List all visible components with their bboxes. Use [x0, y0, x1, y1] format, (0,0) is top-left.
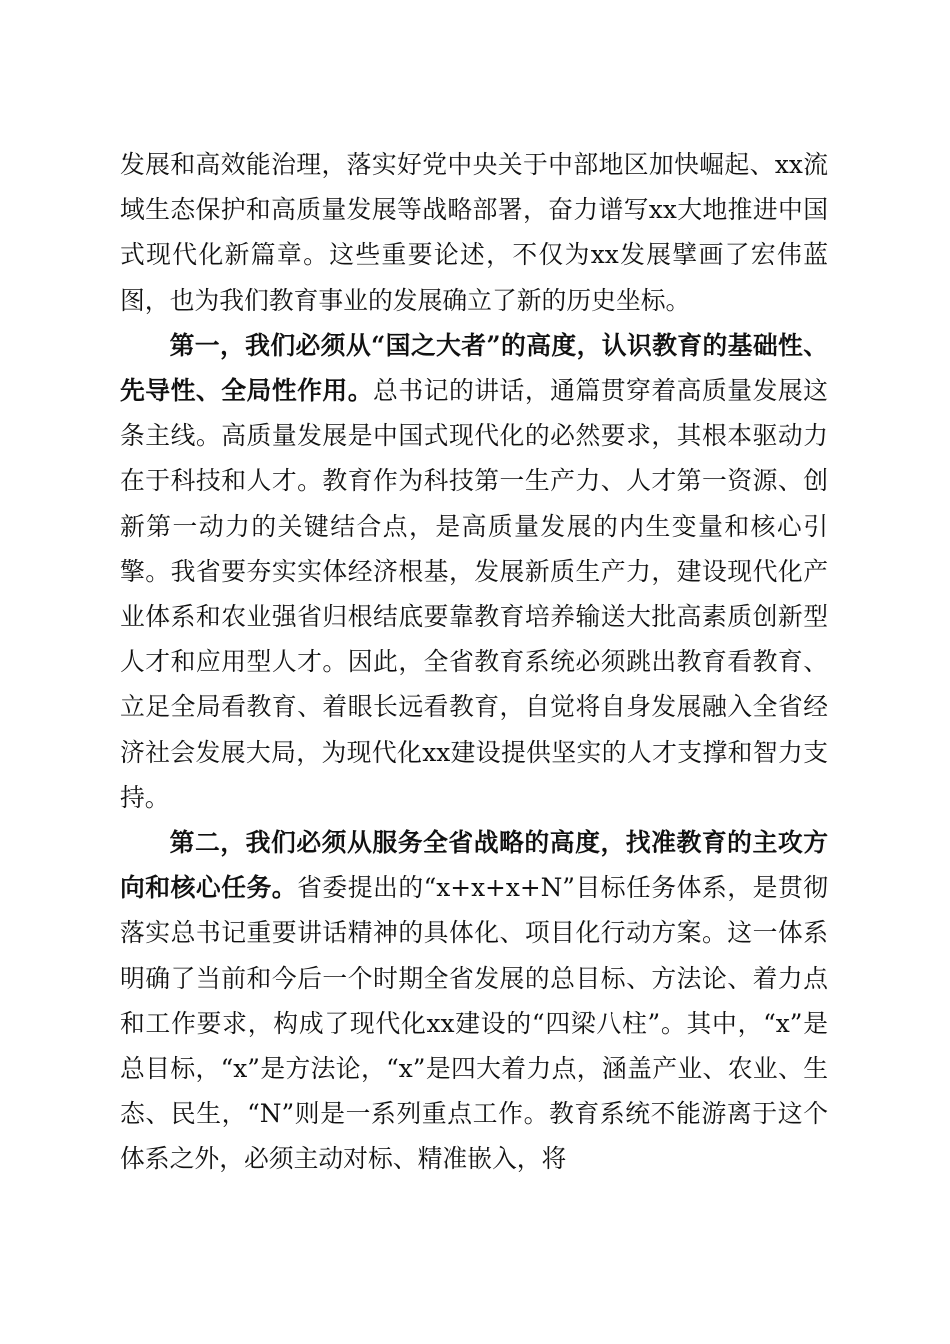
paragraph-text: 省委提出的“x+x+x+N”目标任务体系，是贯彻落实总书记重要讲话精神的具体化、项目化行动方案。这一体系明确了当前和今后一个时期全省发展的总目标、方法论、着力点和工作要求，构成了现代化xx建设的“四梁八柱”。其中，“x”是总目标，“x”是方法论，“x”是四大着力点，涵盖产业、农业、生态、民生，“N”则是一系列重点工作。教育系统不能游离于这个体系之外，必须主动对标、精准嵌入，将 [120, 873, 828, 1174]
paragraph-continuation [120, 142, 828, 323]
paragraph-lead-bold: 第一，我们必须从“国之大者”的高度，认识教育的基础性、先导性、全局性作用。 [120, 330, 828, 406]
paragraph-second-point [120, 820, 828, 1182]
paragraph-text: 发展和高效能治理，落实好党中央关于中部地区加快崛起、xx流域生态保护和高质量发展等战略部署，奋力谱写xx大地推进中国式现代化新篇章。这些重要论述，不仅为xx发展擘画了宏伟蓝图，也为我们教育事业的发展确立了新的历史坐标。 [120, 150, 828, 315]
paragraph-first-point [120, 323, 828, 820]
paragraph-text: 总书记的讲话，通篇贯穿着高质量发展这条主线。高质量发展是中国式现代化的必然要求，其根本驱动力在于科技和人才。教育作为科技第一生产力、人才第一资源、创新第一动力的关键结合点，是高质量发展的内生变量和核心引擎。我省要夯实实体经济根基，发展新质生产力，建设现代化产业体系和农业强省归根结底要靠教育培养输送大批高素质创新型人才和应用型人才。因此，全省教育系统必须跳出教育看教育、立足全局看教育、着眼长远看教育，自觉将自身发展融入全省经济社会发展大局，为现代化xx建设提供坚实的人才支撑和智力支持。 [120, 376, 828, 812]
document-body [120, 142, 828, 1182]
paragraph-lead-bold: 第二，我们必须从服务全省战略的高度，找准教育的主攻方向和核心任务。 [120, 828, 828, 903]
